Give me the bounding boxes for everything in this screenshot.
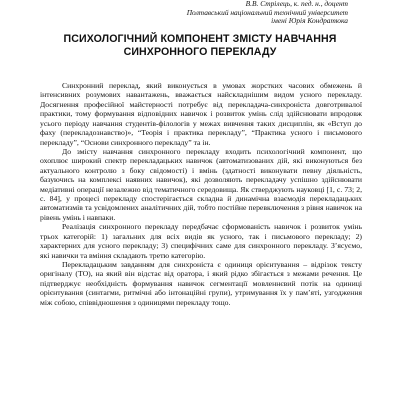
author-name: В.В. Стрілець, к. пед. н., доцент [245,0,348,8]
article-title-line-1: ПСИХОЛОГІЧНИЙ КОМПОНЕНТ ЗМІСТУ НАВЧАННЯ [63,33,337,45]
author-block [138,0,348,26]
article-title-line-2: СИНХРОННОГО ПЕРЕКЛАДУ [123,46,277,58]
body-paragraph-1: Синхронний переклад, який виконується в умовах жорстких часових обмежень й інтенсивних розумових навантажень, вважається найскладнішим видом усного перекладу. Досягнення професійної майстерності потребує від перекладача-синхроніста довготривалої практики, тому формування відповідних навичок і розвиток умінь слід здійснювати впродовж усього періоду навчання студентів-філологів у межах вивчення таких дисциплін, як «Вступ до фаху (перекладознавство)», “Теорія і практика перекладу”, “Практика усного і письмового перекладу”, “Основи синхронного перекладу” та ін. [40,81,362,147]
author-affiliation: Полтавський національний технічний університет [186,7,348,17]
body-paragraph-4: Перекладацьким завданням для синхроніста є одиниця орієнтування – відрізок тексту оригіналу (ТО), на який він відстає від оратора, і який рідко збігається з межами речення. Це підтверджує необхідність формування навичок сегментації мовленнєвий потік на одиниці орієнтування (синтагми, ритмічні або інтонаційні групи), утримування їх у пам’яті, узгодження між собою, співвідношення з одиницями перекладу тощо. [40,260,362,307]
article-body [40,81,362,307]
author-affiliation-name: імені Юрія Кондратюка [271,16,348,26]
body-paragraph-3: Реалізація синхронного перекладу передбачає сформованість навичок і розвиток умінь трьох категорій: 1) загальних для всіх видів як усного, так і письмового перекладу; 2) характерних для усного перекладу; 3) специфічних саме для синхронного перекладу. З’ясуємо, які навички та вміння складають третю категорію. [40,222,362,260]
article-title [40,33,360,59]
body-paragraph-2: До змісту навчання синхронного перекладу входить психологічний компонент, що охоплює широкий спектр перекладацьких навичок (автоматизованих дій, які виконуються без актуального контролю з боку свідомості) і вмінь (здатності виконувати певну діяльність, базуючись на комплексі наявних навичок), які дозволяють перекладачу успішно здійснювати медіативні операції незалежно від тематичного середовища. Як стверджують науковці [1, с. 73; 2, с. 84], у процесі перекладу спостерігається складна й динамічна взаємодія перекладацьких автоматизмів та усвідомлених аналітичних дій, тобто постійне перевключення з рівня навичок на рівень умінь і навпаки. [40,146,362,222]
